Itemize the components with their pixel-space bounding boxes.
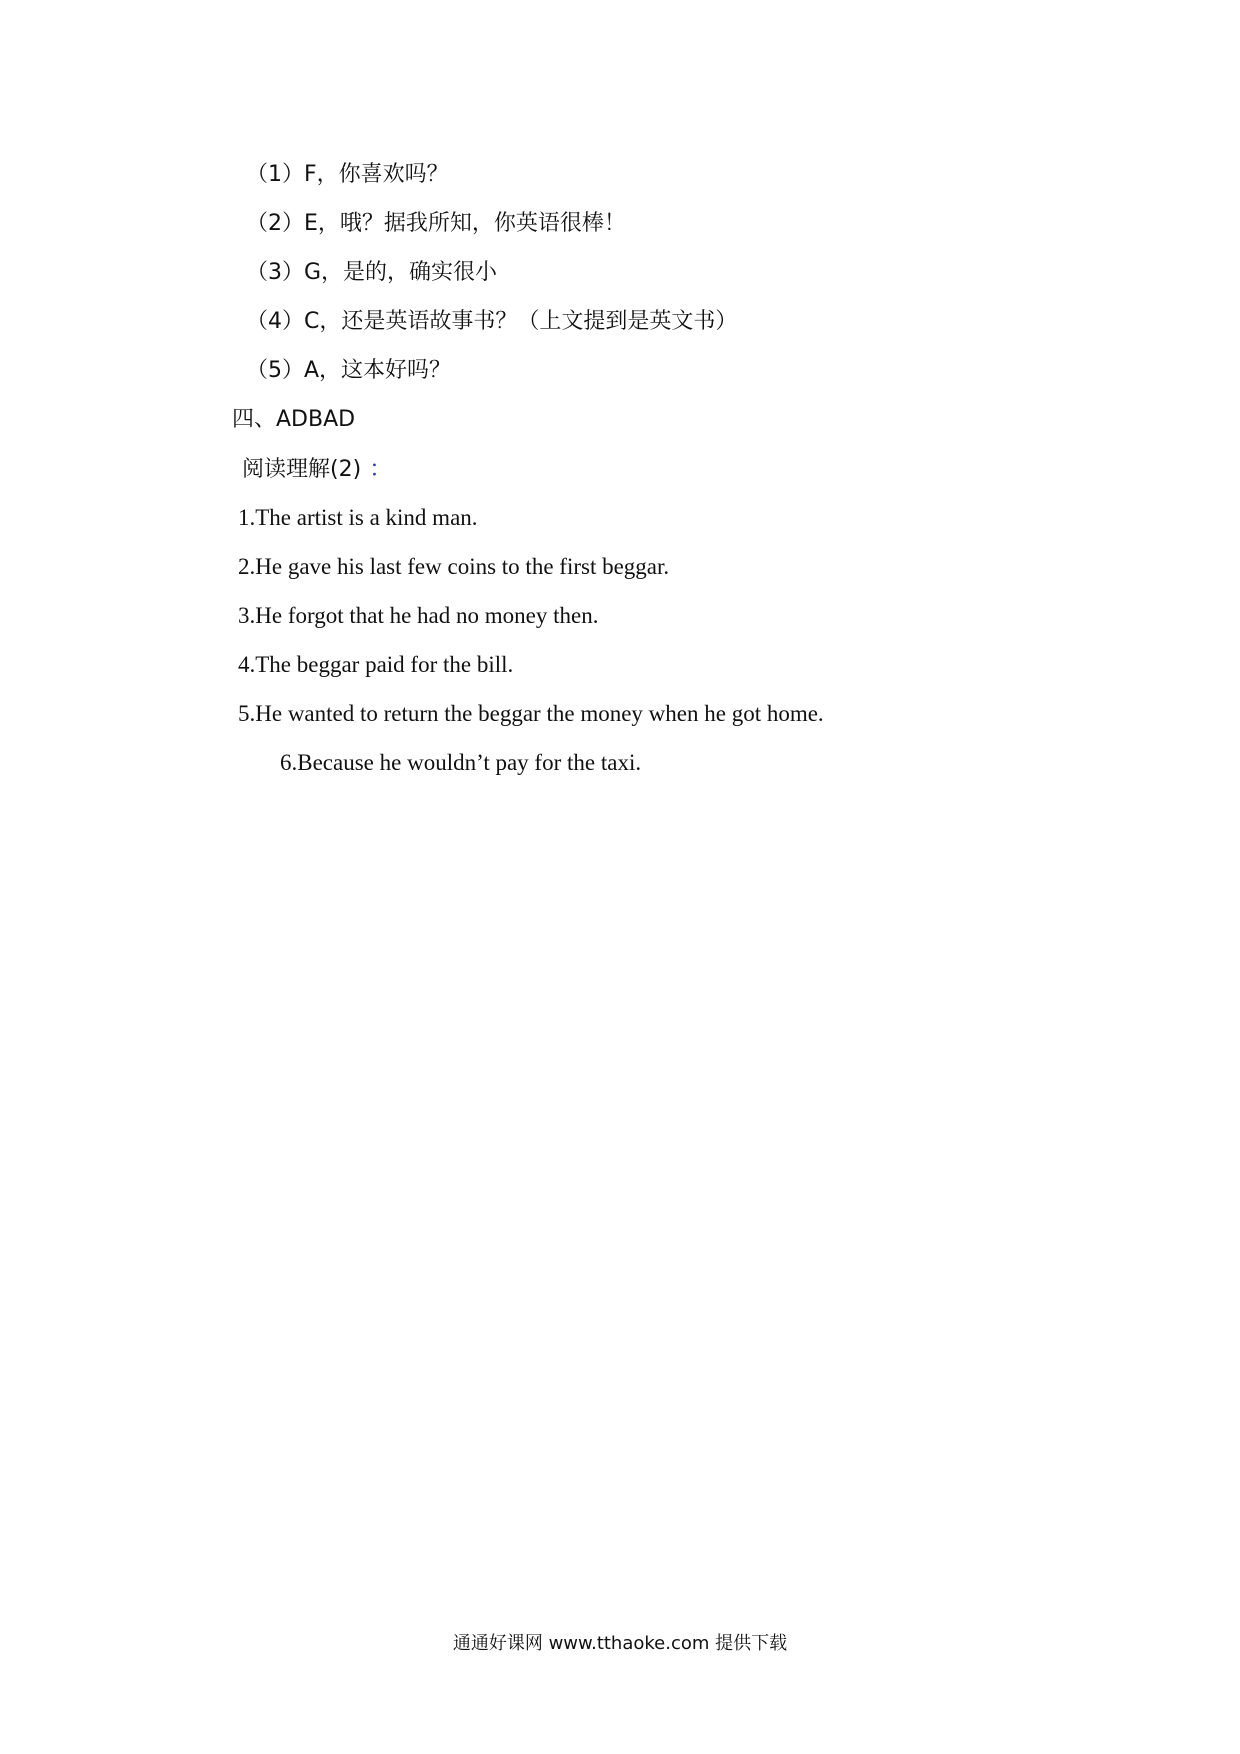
answer-3-4: （4）C，还是英语故事书？（上文提到是英文书） bbox=[246, 309, 738, 334]
reading2-answer-5: 5.He wanted to return the beggar the money when he got home. bbox=[238, 701, 824, 726]
reading2-heading-row bbox=[242, 454, 392, 485]
reading2-heading: 阅读理解(2) bbox=[242, 457, 362, 482]
answer-3-2: （2）E，哦？据我所知，你英语很棒！ bbox=[246, 211, 626, 236]
answer-3-5: （5）A，这本好吗？ bbox=[246, 358, 452, 383]
answer-3-1: （1）F，你喜欢吗？ bbox=[246, 162, 449, 187]
section-4-answers: 四、ADBAD bbox=[232, 407, 356, 432]
page-footer: 通通好课网 www.tthaoke.com 提供下载 bbox=[452, 1633, 788, 1654]
reading2-answer-1: 1.The artist is a kind man. bbox=[238, 505, 478, 530]
answer-3-3: （3）G，是的，确实很小 bbox=[246, 260, 498, 285]
reading2-answer-3: 3.He forgot that he had no money then. bbox=[238, 603, 599, 628]
reading2-answer-6: 6.Because he wouldn’t pay for the taxi. bbox=[280, 750, 642, 775]
reading2-answer-2: 2.He gave his last few coins to the first beggar. bbox=[238, 554, 670, 579]
reading2-answer-4: 4.The beggar paid for the bill. bbox=[238, 652, 514, 677]
reading2-colon: ： bbox=[369, 456, 393, 481]
